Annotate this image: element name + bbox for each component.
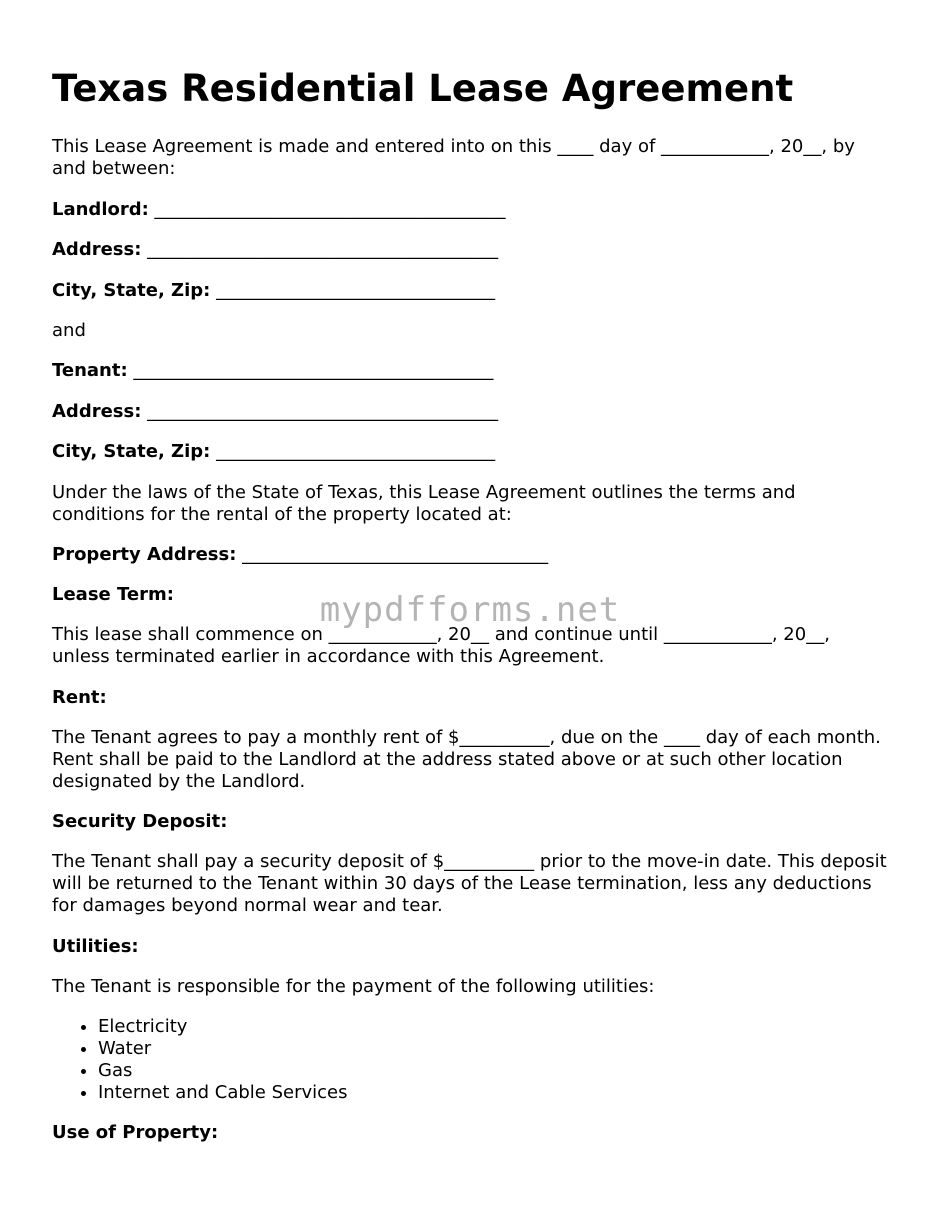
tenant-name-label: Tenant: — [52, 360, 128, 381]
tenant-name-blank: ________________________________________ — [127, 360, 494, 381]
landlord-name-line — [52, 199, 892, 221]
use-of-property-heading: Use of Property: — [52, 1122, 219, 1143]
laws-paragraph: Under the laws of the State of Texas, this Lease Agreement outlines the terms and conditions for the rental of the property located at: — [52, 482, 796, 525]
tenant-address-line — [52, 401, 892, 423]
landlord-name-label: Landlord: — [52, 199, 149, 220]
and-text: and — [52, 320, 86, 341]
property-address-line — [52, 544, 892, 566]
landlord-address-label: Address: — [52, 239, 142, 260]
tenant-name-line — [52, 360, 892, 382]
list-item: • Water — [98, 1038, 348, 1060]
watermark-text: mypdfforms.net — [319, 590, 621, 630]
security-deposit-heading: Security Deposit: — [52, 811, 228, 832]
security-deposit-paragraph: The Tenant shall pay a security deposit of $__________ prior to the move-in date. This deposit will be returned to the Tenant within 30 days of the Lease termination, less any deductions for damages beyond normal wear and tear. — [52, 851, 887, 916]
utilities-heading: Utilities: — [52, 936, 139, 957]
property-address-blank: __________________________________ — [236, 544, 549, 565]
landlord-city-line — [52, 280, 892, 302]
landlord-address-line — [52, 239, 892, 261]
intro-paragraph: This Lease Agreement is made and entered into on this ____ day of ____________, 20__, by and between: — [52, 136, 855, 179]
tenant-city-blank: _______________________________ — [210, 441, 496, 462]
landlord-name-blank: _______________________________________ — [148, 199, 506, 220]
property-address-label: Property Address: — [52, 544, 237, 565]
list-item: • Gas — [98, 1060, 348, 1082]
lease-term-heading: Lease Term: — [52, 584, 174, 605]
landlord-city-label: City, State, Zip: — [52, 280, 211, 301]
landlord-city-blank: _______________________________ — [210, 280, 496, 301]
tenant-city-line — [52, 441, 892, 463]
list-item: • Electricity — [98, 1016, 348, 1038]
tenant-address-blank: _______________________________________ — [141, 401, 499, 422]
rent-heading: Rent: — [52, 687, 107, 708]
rent-paragraph: The Tenant agrees to pay a monthly rent of $__________, due on the ____ day of each month. Rent shall be paid to the Landlord at the address stated above or at such other location designated by the Landlord. — [52, 727, 881, 792]
utilities-paragraph: The Tenant is responsible for the payment of the following utilities: — [52, 976, 655, 997]
utilities-list — [52, 1016, 348, 1104]
tenant-address-label: Address: — [52, 401, 142, 422]
list-item: • Internet and Cable Services — [98, 1082, 348, 1104]
tenant-city-label: City, State, Zip: — [52, 441, 211, 462]
document-title: Texas Residential Lease Agreement — [52, 67, 794, 110]
landlord-address-blank: _______________________________________ — [141, 239, 499, 260]
lease-term-paragraph: This lease shall commence on ____________, 20__ and continue until ____________, 20__, unless terminated earlier in accordance with this Agreement. — [52, 624, 830, 667]
